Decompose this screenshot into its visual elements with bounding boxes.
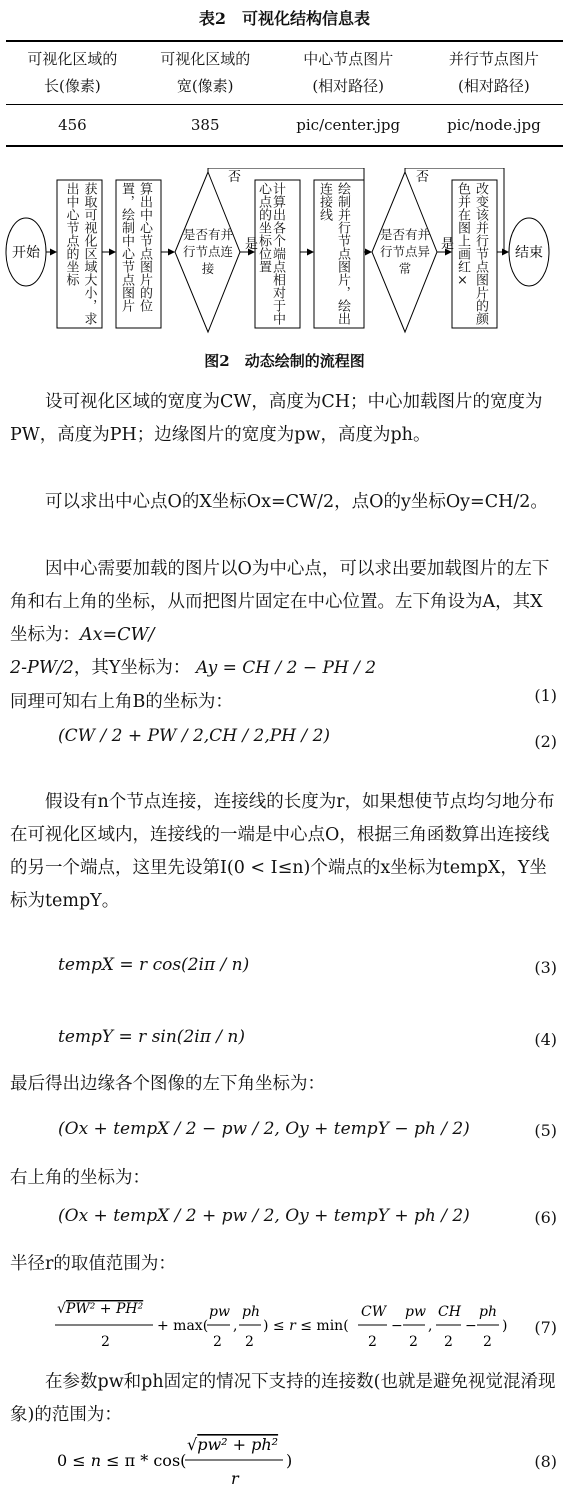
paragraph: 最后得出边缘各个图像的左下角坐标为： — [10, 1074, 325, 1094]
decision-label-2: 是否有并行节点异常 — [380, 227, 430, 276]
table-cell: pic/center.jpg — [272, 105, 425, 147]
table-cell: 456 — [6, 105, 139, 147]
svg-text:−: − — [391, 1318, 403, 1334]
paragraph — [10, 553, 559, 652]
equation-number: (5) — [534, 1121, 557, 1140]
header-cell: (相对路径) — [425, 73, 563, 105]
equation-8 — [55, 1432, 355, 1494]
svg-text:2: 2 — [444, 1334, 453, 1350]
yes-label-2: 是 — [441, 237, 455, 252]
equation: (CW / 2 + PW / 2,CH / 2,PH / 2) — [58, 726, 331, 746]
inline-formula: 2-PW/2 — [10, 658, 74, 678]
equation: tempX = r cos(2iπ / n) — [58, 955, 250, 975]
process-label-4: 绘制并行节点图片，绘出连接线 — [317, 182, 350, 325]
table-cell: 385 — [139, 105, 272, 147]
equation-7 — [55, 1292, 525, 1360]
svg-text:√PW² + PH²: √PW² + PH² — [57, 1301, 144, 1317]
equation-number: (3) — [534, 958, 557, 977]
paragraph: 右上角的坐标为： — [10, 1168, 150, 1188]
process-label-2: 算出中心节点图片的位置，绘制中心节点图片 — [119, 182, 152, 312]
header-cell: 可视化区域的 — [6, 41, 139, 73]
decision-label-1: 是否有并行节点连接 — [183, 227, 233, 276]
equation: (Ox + tempX / 2 + pw / 2, Oy + tempY + ph / 2) — [58, 1206, 470, 1226]
paragraph-text: ，其Y坐标为： — [73, 658, 191, 678]
yes-label-1: 是 — [245, 237, 259, 252]
paragraph: 在参数pw和ph固定的情况下支持的连接数(也就是避免视觉混淆现象)的范围为： — [10, 1372, 556, 1425]
paragraph-text: 因中心需要加载的图片以O为中心点，可以求出要加载图片的左下角和右上角的坐标，从而把图片固定在中心位置。左下角设为A，其X坐标为： — [10, 559, 550, 645]
svg-text:0 ≤ n ≤ π * cos(: 0 ≤ n ≤ π * cos( — [57, 1451, 187, 1470]
paragraph-continued — [10, 652, 480, 685]
equation: (Ox + tempX / 2 − pw / 2, Oy + tempY − ph / 2) — [58, 1119, 470, 1139]
equation-number: (6) — [534, 1208, 557, 1227]
table-cell: pic/node.jpg — [425, 105, 563, 147]
table-caption: 表2 可视化结构信息表 — [198, 9, 371, 28]
svg-text:−: − — [465, 1318, 477, 1334]
info-table — [6, 40, 563, 147]
svg-text:√pw² + ph²: √pw² + ph² — [187, 1435, 279, 1454]
inline-formula: Ax=CW/ — [80, 625, 155, 645]
paragraph: 可以求出中心点O的X坐标Ox=CW/2，点O的y坐标Oy=CH/2。 — [45, 492, 548, 512]
header-cell: 可视化区域的 — [139, 41, 272, 73]
header-cell: 中心节点图片 — [272, 41, 425, 73]
svg-text:2: 2 — [213, 1334, 222, 1350]
svg-text:): ) — [502, 1318, 508, 1334]
svg-text:pw: pw — [405, 1304, 426, 1320]
svg-text:2: 2 — [101, 1334, 110, 1350]
svg-text:,: , — [233, 1318, 238, 1334]
svg-text:r: r — [231, 1469, 239, 1488]
table-row — [6, 105, 563, 147]
header-cell: 长(像素) — [6, 73, 139, 105]
svg-text:CH: CH — [438, 1304, 461, 1320]
svg-text:2: 2 — [245, 1334, 254, 1350]
paragraph: 假设有n个节点连接，连接线的长度为r，如果想使节点均匀地分布在可视化区域内，连接线的一端是中心点O，根据三角函数算出连接线的另一个端点，这里先设第I(0 < I≤n)个端点的x坐标为tempX，Y坐标为tempY。 — [10, 792, 555, 911]
svg-text:) ≤ r ≤ min(: ) ≤ r ≤ min( — [263, 1318, 349, 1334]
equation-number: (4) — [534, 1030, 557, 1049]
equation-number: (8) — [534, 1452, 557, 1471]
svg-text:2: 2 — [409, 1334, 418, 1350]
paragraph: 同理可知右上角B的坐标为： — [10, 692, 233, 712]
start-label: 开始 — [12, 245, 40, 261]
process-label-1: 获取可视化区域大小，求出中心节点的坐标 — [63, 182, 97, 325]
equation-number: (1) — [534, 686, 557, 705]
paragraph: 设可视化区域的宽度为CW，高度为CH；中心加载图片的宽度为PW，高度为PH；边缘图片的宽度为pw，高度为ph。 — [10, 392, 543, 445]
svg-text:CW: CW — [361, 1304, 387, 1320]
equation-number: (7) — [534, 1318, 557, 1337]
figure-caption: 图2 动态绘制的流程图 — [204, 352, 365, 370]
no-label-2: 否 — [416, 170, 430, 185]
equation: tempY = r sin(2iπ / n) — [58, 1027, 245, 1047]
svg-text:,: , — [428, 1318, 433, 1334]
end-label: 结束 — [515, 245, 543, 261]
flowchart — [0, 168, 569, 346]
svg-text:2: 2 — [368, 1334, 377, 1350]
svg-text:2: 2 — [483, 1334, 492, 1350]
svg-text:+ max(: + max( — [157, 1318, 209, 1334]
svg-text:ph: ph — [242, 1304, 260, 1320]
header-cell: 宽(像素) — [139, 73, 272, 105]
svg-text:pw: pw — [209, 1304, 230, 1320]
equation: Ay = CH / 2 − PH / 2 — [195, 658, 377, 678]
no-label-1: 否 — [228, 170, 242, 185]
process-label-3: 计算出各个端点相对于中心点的坐标位置 — [256, 182, 285, 325]
paragraph: 半径r的取值范围为： — [10, 1254, 176, 1274]
svg-text:): ) — [286, 1451, 293, 1470]
header-cell: 并行节点图片 — [425, 41, 563, 73]
header-cell: (相对路径) — [272, 73, 425, 105]
equation-number: (2) — [534, 732, 557, 751]
svg-text:ph: ph — [479, 1304, 497, 1320]
process-label-5: 改变该并行节点图片的颜色并在图上画红× — [455, 182, 488, 325]
